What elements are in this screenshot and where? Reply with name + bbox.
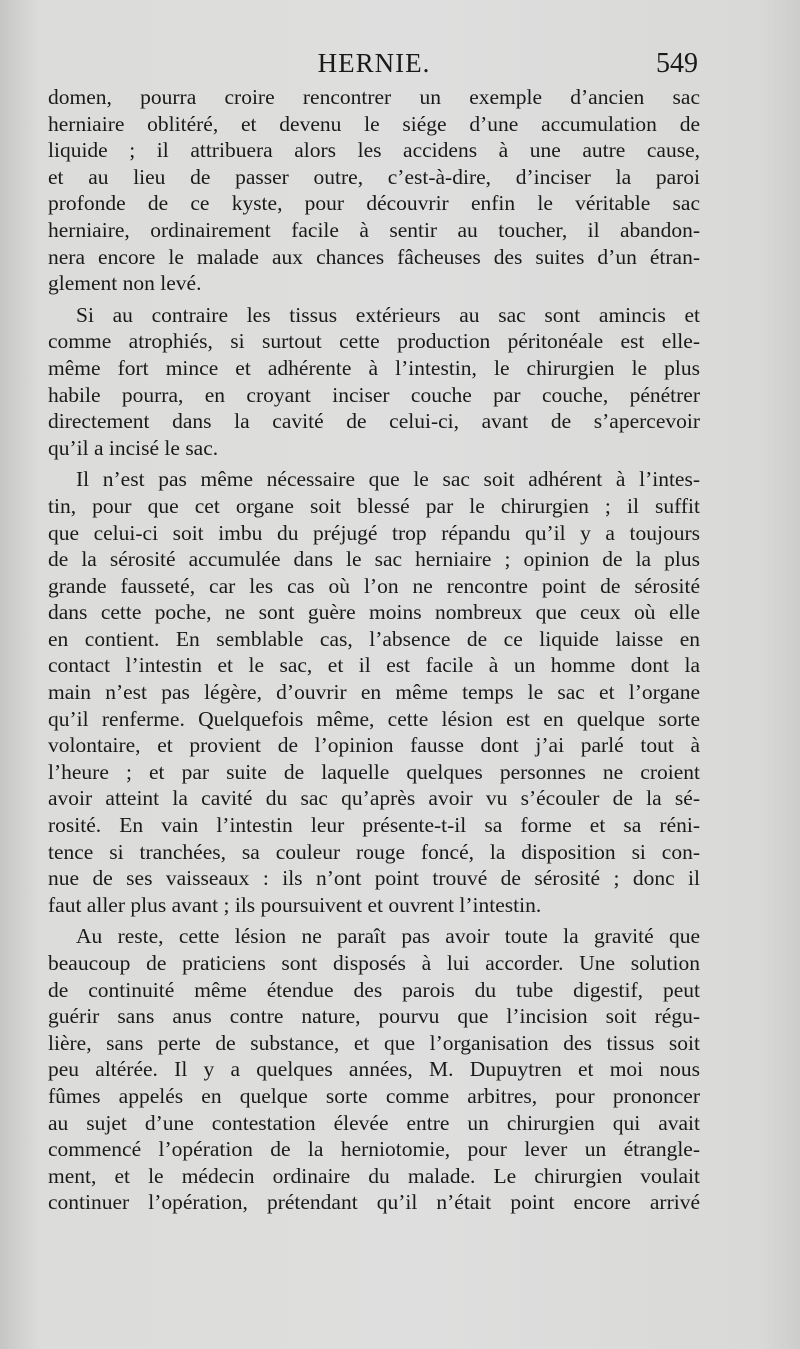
text-line: Il n’est pas même nécessaire que le sac soit adhérent à l’intes- — [76, 467, 700, 492]
text-line: qu’il renferme. Quelquefois même, cette lésion est en quelque sorte — [48, 706, 700, 731]
text-line: herniaire oblitéré, et devenu le siége d’une accumulation de — [48, 111, 700, 136]
text-line: au sujet d’une contestation élevée entre un chirurgien qui avait — [48, 1110, 700, 1135]
text-line: glement non levé. — [48, 271, 202, 296]
text-line: qu’il a incisé le sac. — [48, 435, 219, 460]
text-line: et au lieu de passer outre, c’est-à-dire, d’inciser la paroi — [48, 164, 700, 189]
text-line: Si au contraire les tissus extérieurs au sac sont amincis et — [76, 302, 700, 327]
text-line: volontaire, et provient de l’opinion fausse dont j’ai parlé tout à — [48, 733, 700, 758]
text-line: tin, pour que cet organe soit blessé par le chirurgien ; il suffit — [48, 493, 700, 518]
text-line: liquide ; il attribuera alors les accidens à une autre cause, — [48, 138, 700, 163]
text-line: lière, sans perte de substance, et que l’organisation des tissus soit — [48, 1030, 700, 1055]
page-header — [48, 48, 700, 88]
text-line: continuer l’opération, prétendant qu’il n’était point encore arrivé — [48, 1190, 700, 1215]
text-line: ment, et le médecin ordinaire du malade. Le chirurgien voulait — [48, 1163, 700, 1188]
running-title: HERNIE. — [317, 48, 431, 78]
text-line: grande fausseté, car les cas où l’on ne rencontre point de sérosité — [48, 573, 700, 598]
text-line: l’heure ; et par suite de laquelle quelques personnes ne croient — [48, 759, 700, 784]
text-line: de la sérosité accumulée dans le sac herniaire ; opinion de la plus — [48, 547, 700, 572]
text-line: faut aller plus avant ; ils poursuivent et ouvrent l’intestin. — [48, 892, 542, 917]
paragraph — [48, 302, 700, 462]
paragraph — [48, 923, 700, 1216]
text-line: contact l’intestin et le sac, et il est facile à un homme dont la — [48, 653, 700, 678]
text-line: domen, pourra croire rencontrer un exemple d’ancien sac — [48, 85, 700, 109]
text-line: nue de ses vaisseaux : ils n’ont point trouvé de sérosité ; donc il — [48, 866, 700, 891]
page-number: 549 — [656, 48, 698, 79]
text-line: habile pourra, en croyant inciser couche par couche, pénétrer — [48, 382, 700, 407]
text-line: commencé l’opération de la herniotomie, pour lever un étrangle- — [48, 1137, 700, 1162]
text-line: guérir sans anus contre nature, pourvu que l’incision soit régu- — [48, 1004, 700, 1029]
paragraph — [48, 84, 700, 297]
text-line: Au reste, cette lésion ne paraît pas avoir toute la gravité que — [76, 924, 700, 949]
text-line: avoir atteint la cavité du sac qu’après avoir vu s’écouler de la sé- — [48, 786, 700, 811]
text-line: fûmes appelés en quelque sorte comme arbitres, pour prononcer — [48, 1083, 700, 1108]
text-line: même fort mince et adhérente à l’intestin, le chirurgien le plus — [48, 355, 700, 380]
text-line: en contient. En semblable cas, l’absence de ce liquide laisse en — [48, 626, 700, 651]
text-line: de continuité même étendue des parois du tube digestif, peut — [48, 977, 700, 1002]
paragraph — [48, 466, 700, 918]
text-line: tence si tranchées, sa couleur rouge foncé, la disposition si con- — [48, 839, 700, 864]
text-line: beaucoup de praticiens sont disposés à lui accorder. Une solution — [48, 951, 700, 975]
text-line: nera encore le malade aux chances fâcheuses des suites d’un étran- — [48, 244, 700, 269]
text-line: peu altérée. Il y a quelques années, M. Dupuytren et moi nous — [48, 1057, 700, 1082]
text-line: main n’est pas légère, d’ouvrir en même temps le sac et l’organe — [48, 680, 700, 705]
text-line: que celui-ci soit imbu du préjugé trop répandu qu’il y a toujours — [48, 520, 700, 545]
text-line: dans cette poche, ne sont guère moins nombreux que ceux où elle — [48, 600, 700, 625]
body-text — [48, 84, 700, 1216]
text-line: profonde de ce kyste, pour découvrir enfin le véritable sac — [48, 191, 700, 216]
text-line: rosité. En vain l’intestin leur présente-t-il sa forme et sa réni- — [48, 813, 700, 838]
text-line: directement dans la cavité de celui-ci, avant de s’apercevoir — [48, 409, 700, 434]
text-line: comme atrophiés, si surtout cette production péritonéale est elle- — [48, 329, 700, 354]
text-line: herniaire, ordinairement facile à sentir au toucher, il abandon- — [48, 217, 700, 242]
